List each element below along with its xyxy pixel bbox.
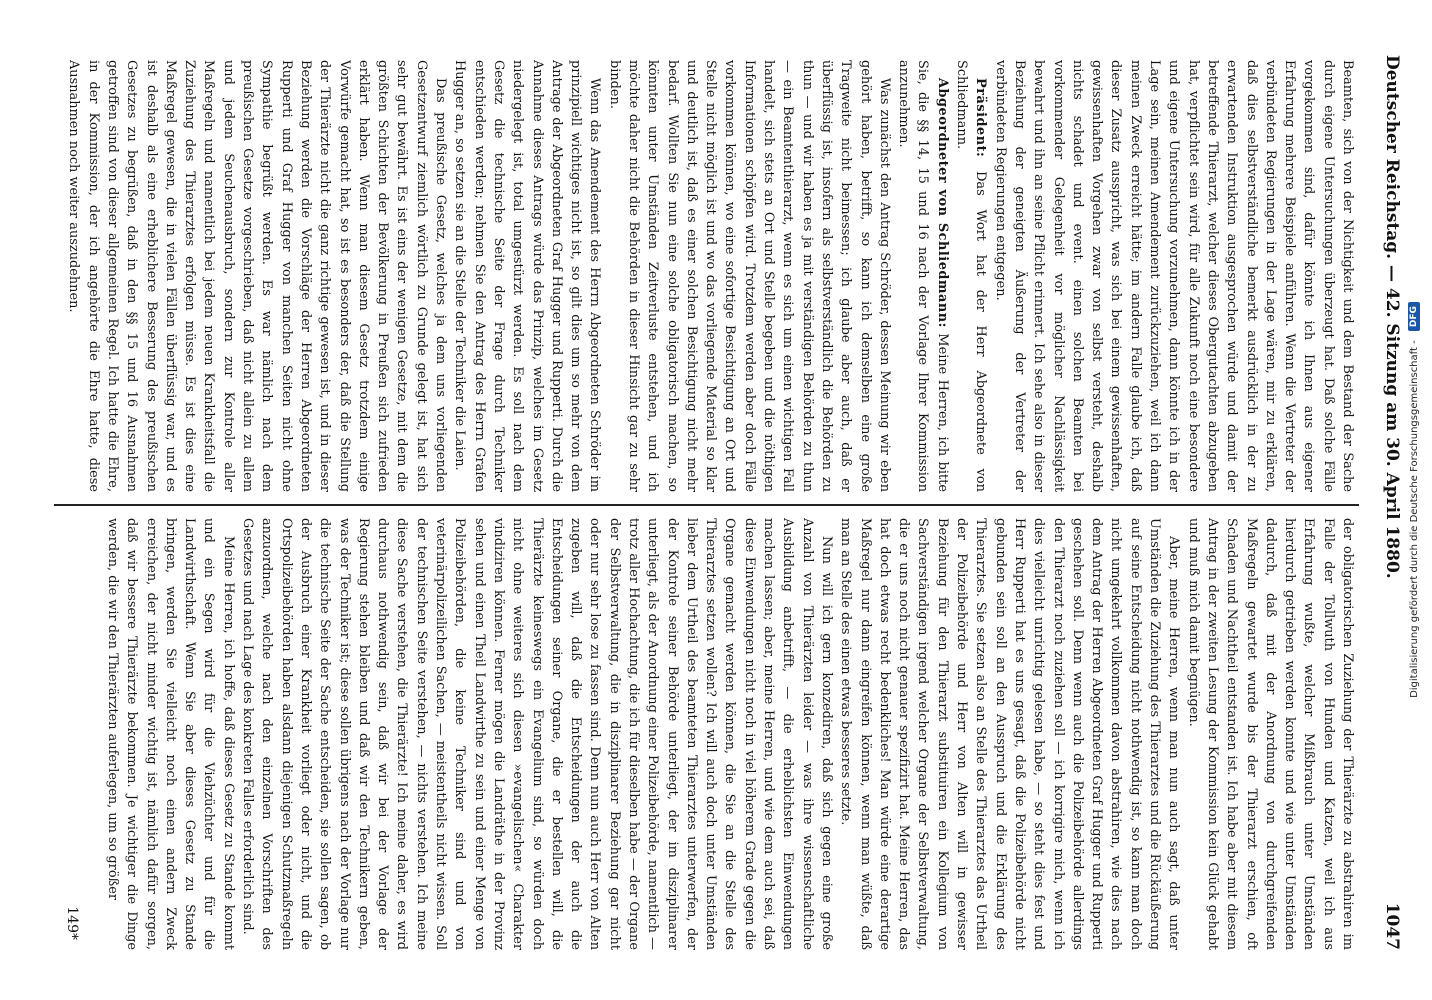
digitization-credit: Digitalisierung gefördert durch die Deutsche Forschungsgemeinschaft - xyxy=(1409,340,1420,698)
paragraph: Was zunächst den Antrag Schröder, dessen Meinung wir eben gehört haben, betrifft, so kann ich demselben eine große Tragweite nicht beimessen; ich glaube aber auch, daß er überflüssig ist, insofern als selbstverständlich die Behörden zu thun — und wir haben es ja mit verständigen Behörden zu thun — ein Beamtenthierarzt, wenn es sich um einen wichtigen Fall handelt, sich stets an Ort und Stelle begeben und die nöthigen Informationen schöpfen wird. Trotzdem werden aber doch Fälle vorkommen können, wo eine sofortige Besichtigung an Ort und Stelle nicht möglich ist und wo das vorliegende Material so klar und deutlich ist, daß es einer solchen Besichtigung nicht mehr bedarf. Wollten Sie nun eine solche obligatorisch machen, so könnten unter Umständen Zeitverluste entstehen, und ich möchte daher nicht die Behörden in dieser Hinsicht gar zu sehr binden. xyxy=(606,60,892,492)
paragraph: Das preußische Gesetz, welches ja dem uns vorliegenden Gesetzentwurf ziemlich wörtlich zu Grunde gelegt ist, hat sich sehr gut bewährt. Es ist eins der wenigen Gesetze, mit dem die größten Schichten der Bevölkerung in Preußen sich zufrieden erklärt haben. Wenn man diesem Gesetz trotzdem einige Vorwürfe gemacht hat, so ist es besonders der, daß die Stellung der Thierärzte nicht die ganz richtige gewesen ist, und in dieser Beziehung werden die Vorschläge der Herren Abgeordneten Rupperti und Graf Hugger von manchen Seiten nicht ohne Sympathie begrüßt werden. Es war nämlich nach dem preußischen Gesetze vorgeschrieben, daß nicht allein zu allem und jedem Seuchenausbruch, sondern zur Kontrole aller Maßregeln und namentlich bei jedem neuen Krankheitsfall die Zuziehung des Thierarztes erfolgen müsse. Es ist dies eine Maßregel gewesen, die in vielen Fällen überflüssig war, und es ist deshalb als eine erheblichere Besserung des preußischen Gesetzes zu begrüßen, daß in den §§ 15 und 16 Ausnahmen getroffen sind von dieser allgemeinen Regel. Ich hatte die Ehre, in der Kommission, der ich angehörte die Ehre hatte, diese Ausnahmen noch weiter auszudehnen. xyxy=(66,60,449,492)
speaker-text: Meine Herren, ich bitte Sie, die §§ 14, 15 und 16 nach der Vorlage Ihrer Kommission anzunehmen. xyxy=(896,60,950,492)
right-column xyxy=(57,518,1357,950)
side-credit-strip xyxy=(1406,0,1420,1000)
column-divider xyxy=(54,504,1359,506)
speaker-paragraph xyxy=(894,60,952,492)
speaker-label: Präsident: xyxy=(973,78,989,158)
paragraph: der obligatorischen Zuziehung der Thierärzte zu abstrahiren im Falle der Tollwuth von Hunden und Katzen, weil ich aus Erfahrung wußte, welcher Mißbrauch unter Umständen hierdurch getrieben werden konnte und wie unter Umständen dadurch, daß mit der Anordnung von durchgreifenden Maßregeln gewartet wurde bis der Thierarzt erschien, oft Schaden und Nachtheil entstanden ist. Ich habe aber mit diesem Antrag in der zweiten Lesung der Kommission kein Glück gehabt und muß mich damit begnügen. xyxy=(1185,518,1355,950)
left-column xyxy=(57,60,1357,492)
speaker-text: Das Wort hat der Herr Abgeordnete von Schliedmann. xyxy=(954,60,989,492)
dfg-logo: DFG xyxy=(1408,302,1420,331)
paragraph: Wenn das Amendement des Herrn Abgeordneten Schröder im prinzipiell wichtiges nicht ist, so gilt dies um so mehr von dem Antrage der Abgeordneten Graf Hugger und Rupperti. Durch die Annahme dieses Antrags würde das Prinzip, welches im Gesetz niedergelegt ist, total umgestürzt werden. Es soll nach dem Gesetz die technische Seite der Frage durch Techniker entschieden werden; nehmen Sie den Antrag des Herrn Grafen Hugger an, so setzen sie an die Stelle der Techniker die Laien. xyxy=(452,60,603,492)
paragraph: Aber, meine Herren, wenn man nun auch sagt, daß unter Umständen die Zuziehung des Thierarztes und die Rückäußerung auf seine Entscheidung nicht nothwendig ist, so kann man doch nicht umgekehrt vollkommen davon abstrahiren, wie dies nach dem Antrag der Herren Abgeordneten Graf Hugger und Rupperti geschehen soll. Denn wenn auch die Polizeibehörde allerdings den Thierarzt noch zuziehen soll — ich korrigire mich, wenn ich dies vielleicht unrichtig gelesen habe, — so steht dies fest und Herr Rupperti hat es uns gesagt, daß die Polizeibehörde nicht gebunden sein soll an den Ausspruch und die Erklärung des Thierarztes. Sie setzen also an Stelle des Thierarztes das Urtheil der Polizeibehörde und Herr von Alten will in gewisser Beziehung für den Thierarzt substituiren ein Kollegium von Sachverständigen irgend welcher Organe der Selbstverwaltung, die er uns noch nicht genauer spezifizirt hat. Meine Herren, das hat doch etwas recht bedenkliches! Man würde eine derartige Maßregel nur dann eingreifen können, wenn man wüßte, daß man an Stelle des einen etwas besseres setzte. xyxy=(838,518,1182,950)
paragraph: Beamten, sich von der Nichtigkeit und dem Bestand der Sache durch eigene Untersuchungen überzeugt hat. Daß solche Fälle vorgekommen sind, dafür könnte ich Ihnen aus eigener Erfahrung mehrere Beispiele anführen. Wenn die Vertreter der verbündeten Regierungen in der Lage wären, mir zu erklären, daß dies selbstverständliche bemerkt ausdrücklich in der zu erwartenden Instruktion ausgesprochen würde und damit der betreffende Thierarzt, welcher dieses Obergutachten abzugeben hat, verpflichtet sein wird, für alle Zukunft noch eine besondere und eigene Untersuchung vorzunehmen, dann könnte ich in der Lage sein, meinen Amendement zurückzuziehen, weil ich dann meinen Zweck erreicht hätte; im andern Falle glaube ich, daß dieser Zusatz ausspricht, was sich bei einem gewissenhaften, gewissenhaften Vorgehen zwar von selbst versteht, deshalb nichts schadet und event. einen solchen Beamten bei vorkommender Gelegenheit vor möglicher Nachlässigkeit bewahrt und ihn an seine Pflicht erinnert. Ich sehe also in dieser Beziehung der geneigten Äußerung der Vertreter der verbündeten Regierungen entgegen. xyxy=(992,60,1355,492)
page-number: 1047 xyxy=(1382,902,1402,950)
running-title: Deutscher Reichstag. — 42. Sitzung am 30. April 1880. xyxy=(1382,55,1402,579)
speaker-paragraph xyxy=(952,60,991,492)
paragraph: Meine Herren, ich hoffe, daß dieses Gesetz zu Stande kommt und ein Segen wird für die Viehzüchter und für die Landwirthschaft. Wenn Sie aber dieses Gesetz zu Stande bringen, werden Sie vielleicht noch einen andern Zweck erreichen, der nicht minder wichtig ist, nämlich dafür sorgen, daß wir bessere Thierärzte bekommen. Je wichtiger die Dinge werden, die wir den Thierärzten auferlegen, um so größer xyxy=(105,518,236,950)
paragraph: Nun will ich gern konzediren, daß sich gegen eine große Anzahl von Thierärzten leider — was ihre wissenschaftliche Ausbildung anbetrifft, — die erheblichsten Einwendungen machen lassen; aber, meine Herren, und wie dem auch sei, daß diese Einwendungen nicht noch in viel höherem Grade gegen die Organe gemacht werden können, die Sie an die Stelle des Thierarztes setzen wollen? Ich will auch doch unter Umständen lieber dem Urtheil des beamteten Thierarztes unterwerfen, der der Kontrole seiner Behörde unterliegt, der im disziplinarer unterliegt, als der Anordnung einer Polizeibehörde, namentlich — trotz aller Hochachtung, die ich für dieselben habe — der Organe der Selbstverwaltung, die in disziplinarer Beziehung gar nicht oder nur sehr lose zu fassen sind. Denn nun auch Herr von Alten zugeben will, daß die Entscheidungen der auch die Entscheidungen seiner Organe, die er bestellen will, die Thierärzte keineswegs ein Evangelium sind, so würden doch nicht ohne weiteres sich diesen »evangelischen« Charakter vindiziren können. Ferner mögen die Landräthe in der Provinz sehen und einen Theil Landwirthe zu sein und einer Menge von Polizeibehörden, die keine Techniker sind und von veterinärpolizeilichen Sachen, — meistentheils nicht wissen. Soll der technischen Seite verstehen, — nichts verstehen. Ich meine diese Sache verstehen, die Thierärzte! Ich meine daher, es wird durchaus nothwendig sein, daß wir bei der Vorlage der Regierung stehen bleiben und daß wir den Technikern geben, was der Techniker ist; diese sollen übrigens nach der Vorlage nur die technische Seite der Sache entscheiden, sie sollen sagen, ob der Ausbruch einer Krankheit vorliegt oder nicht, und die Ortspolizeibehörden haben alsdann diejenigen Schutzmaßregeln anzuordnen, welche nach den einzelnen Vorschriften des Gesetzes und nach Lage des konkreten Falles erforderlich sind. xyxy=(240,518,834,950)
sheet-signature: 149* xyxy=(64,906,80,940)
speaker-label: Abgeordneter von Schliedmann: xyxy=(934,78,950,328)
